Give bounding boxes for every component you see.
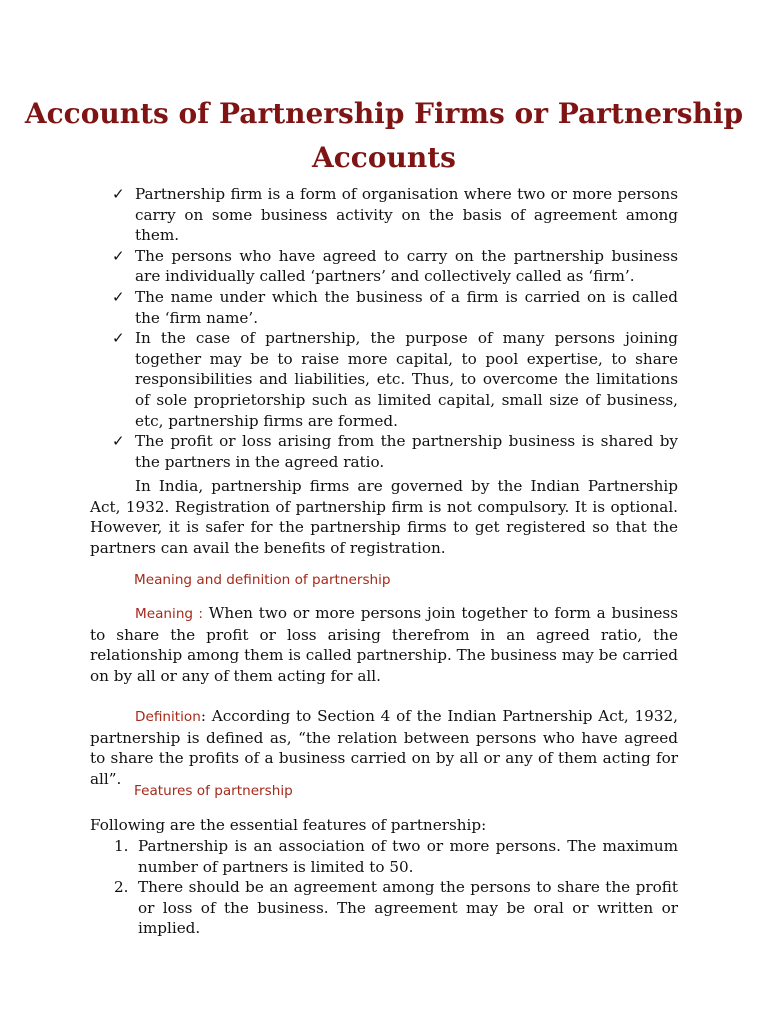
definition-label: Definition	[135, 709, 201, 725]
definition-text: : According to Section 4 of the Indian Partnership Act, 1932, partnership is defined as, “the relation between persons who have agreed to share the profits of a business carried on by all or any of them acting for all”.	[90, 707, 678, 788]
feature-text: Partnership is an association of two or more persons. The maximum number of partners is limited to 50.	[138, 837, 678, 876]
list-item	[112, 287, 678, 328]
check-icon: ✓	[112, 185, 125, 203]
feature-text: There should be an agreement among the persons to share the profit or loss of the business. The agreement may be oral or written or implied.	[138, 878, 678, 938]
india-paragraph: In India, partnership firms are governed by the Indian Partnership Act, 1932. Registration of partnership firm is not compulsory. It is optional. However, it is safer for the partnership firms to get registered so that the partners can avail the benefits of registration.	[90, 477, 678, 557]
check-icon: ✓	[112, 329, 125, 348]
list-item	[112, 431, 678, 472]
bullet-text: In the case of partnership, the purpose of many persons joining together may be to raise more capital, to pool expertise, to share responsibilities and liabilities, etc. Thus, to overcome the limitations of sole proprietorship such as limited capital, small size of business, etc, partnership firms are formed.	[135, 329, 678, 430]
list-item	[114, 877, 678, 939]
meaning-text: When two or more persons join together to form a business to share the profit or loss arising therefrom in an agreed ratio, the relationship among them is called partnership. The business may be carried on by all or any of them acting for all.	[90, 604, 678, 685]
bullet-text: The name under which the business of a firm is carried on is called the ‘firm name’.	[135, 287, 678, 327]
list-item	[114, 836, 678, 877]
page-title: Accounts of Partnership Firms or Partnership Accounts	[24, 97, 744, 174]
bullet-text: The profit or loss arising from the partnership business is shared by the partners in the agreed ratio.	[135, 432, 678, 471]
features-heading: Features of partnership	[134, 783, 293, 799]
check-icon: ✓	[112, 287, 125, 306]
bullet-list	[112, 184, 678, 472]
definition-paragraph	[90, 706, 678, 789]
bullet-text: Partnership firm is a form of organisation where two or more persons carry on some business activity on the basis of agreement among them.	[135, 185, 678, 245]
list-item	[112, 328, 678, 431]
list-item	[112, 184, 678, 246]
list-item	[112, 246, 678, 287]
item-number: 1.	[114, 837, 129, 855]
bullet-text: The persons who have agreed to carry on the partnership business are individually called ‘partners’ and collectively called as ‘firm’.	[135, 246, 678, 286]
item-number: 2.	[114, 878, 129, 897]
meaning-label: Meaning :	[135, 606, 203, 622]
features-list	[114, 836, 678, 939]
meaning-heading: Meaning and definition of partnership	[134, 572, 391, 588]
check-icon: ✓	[112, 246, 125, 265]
features-intro: Following are the essential features of partnership:	[90, 816, 487, 834]
check-icon: ✓	[112, 432, 125, 451]
meaning-paragraph	[90, 603, 678, 686]
